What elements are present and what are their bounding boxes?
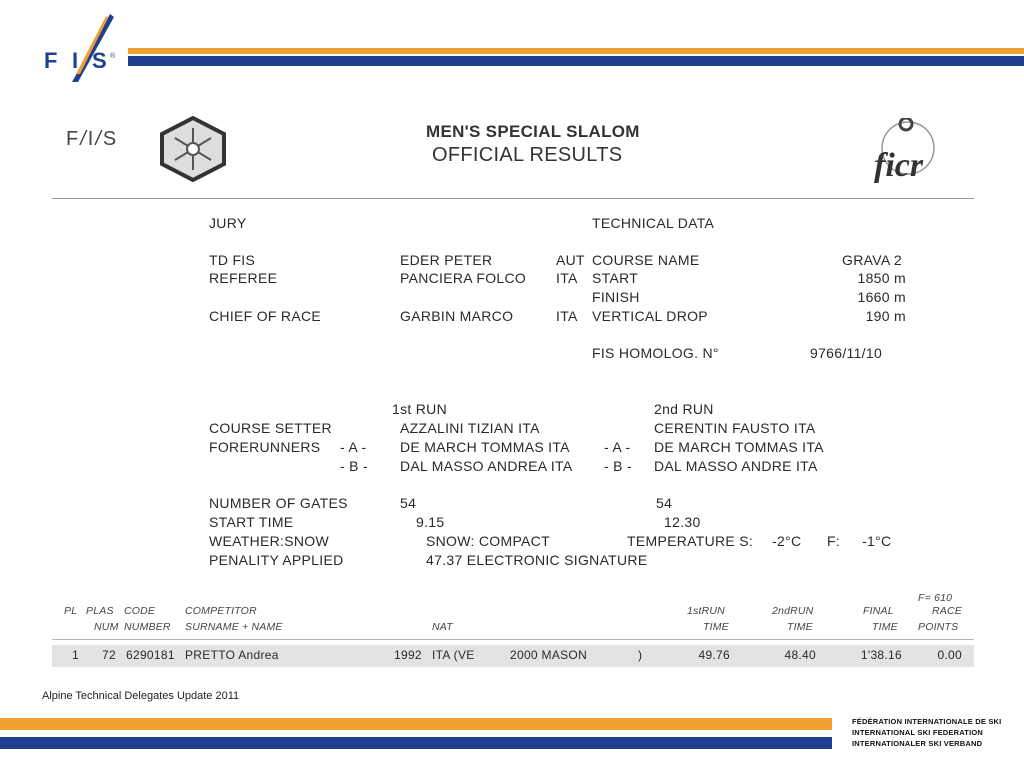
result-run2-time: 48.40 (784, 648, 816, 662)
federation-name-en: INTERNATIONAL SKI FEDERATION (852, 728, 984, 737)
col-header-run1: 1stRUN (687, 605, 725, 617)
result-club: 2000 MASON (510, 648, 588, 662)
forerunner-a-marker-run1: - A - (340, 439, 367, 455)
logo-letter-i: I (72, 48, 79, 73)
col-header-num: NUM (94, 621, 119, 633)
col-header-pl: PL (64, 605, 78, 617)
result-pl: 1 (72, 648, 79, 662)
technical-data-heading: TECHNICAL DATA (592, 215, 715, 231)
jury-role-td: TD FIS (209, 252, 256, 268)
tech-label-start: START (592, 270, 639, 286)
ficr-logo (870, 118, 966, 188)
jury-role-chief: CHIEF OF RACE (209, 308, 322, 324)
doc-fis-logo: F/I/S (66, 128, 119, 150)
col-header-run1-time: TIME (703, 621, 729, 633)
jury-nat-referee: ITA (556, 270, 578, 286)
jury-nat-td: AUT (556, 252, 585, 268)
footer-caption: Alpine Technical Delegates Update 2011 (42, 690, 240, 702)
ficr-logo-text: ficr (874, 147, 924, 184)
jury-heading: JURY (209, 215, 247, 231)
forerunner-a-run1: DE MARCH TOMMAS ITA (400, 439, 570, 455)
footer-blue-stripe (0, 737, 832, 749)
course-setter-run2: CERENTIN FAUSTO ITA (654, 420, 816, 436)
result-final-time: 1'38.16 (860, 648, 902, 662)
table-header-divider (52, 639, 974, 640)
tech-value-start: 1850 m (857, 270, 906, 286)
doc-logo-letter-i: I (87, 128, 96, 150)
result-num: 72 (102, 648, 116, 662)
result-run1-time: 49.76 (698, 648, 730, 662)
col-header-run2: 2ndRUN (772, 605, 814, 617)
col-header-code: CODE (124, 605, 156, 617)
logo-letter-f: F (44, 48, 58, 73)
weather-label: WEATHER:SNOW (209, 533, 330, 549)
header-divider (52, 198, 974, 199)
gates-label: NUMBER OF GATES (209, 495, 348, 511)
col-header-number: NUMBER (124, 621, 171, 633)
forerunner-b-run1: DAL MASSO ANDREA ITA (400, 458, 573, 474)
penalty-label: PENALITY APPLIED (209, 552, 344, 568)
col-header-competitor: COMPETITOR (185, 605, 257, 617)
footer-orange-stripe (0, 718, 832, 730)
col-header-final: FINAL (863, 605, 894, 617)
jury-name-chief: GARBIN MARCO (400, 308, 514, 324)
tech-label-vertical-drop: VERTICAL DROP (592, 308, 708, 324)
homolog-value: 9766/11/10 (810, 345, 883, 361)
forerunner-a-run2: DE MARCH TOMMAS ITA (654, 439, 824, 455)
logo-letter-s: S (92, 48, 107, 73)
jury-name-referee: PANCIERA FOLCO (400, 270, 527, 286)
tech-value-finish: 1660 m (857, 289, 906, 305)
doc-logo-letter-f: F (66, 128, 81, 150)
jury-nat-chief: ITA (556, 308, 578, 324)
col-header-run2-time: TIME (787, 621, 813, 633)
header-blue-stripe (128, 56, 1024, 66)
fis-logo (42, 8, 122, 88)
tech-value-course-name: GRAVA 2 (842, 252, 902, 268)
forerunner-a-marker-run2: - A - (604, 439, 631, 455)
jury-name-td: EDER PETER (400, 252, 493, 268)
gates-run1: 54 (400, 495, 417, 511)
jury-role-referee: REFEREE (209, 270, 278, 286)
document-subtitle: OFFICIAL RESULTS (432, 144, 623, 166)
tech-label-finish: FINISH (592, 289, 640, 305)
result-club-close: ) (638, 648, 643, 662)
second-run-heading: 2nd RUN (654, 401, 714, 417)
start-time-label: START TIME (209, 514, 294, 530)
temperature-finish-label: F: (827, 533, 841, 549)
tech-label-course-name: COURSE NAME (592, 252, 700, 268)
forerunners-label: FORERUNNERS (209, 439, 321, 455)
start-time-run1: 9.15 (416, 514, 445, 530)
start-time-run2: 12.30 (664, 514, 701, 530)
col-header-nat: NAT (432, 621, 453, 633)
forerunner-b-run2: DAL MASSO ANDRE ITA (654, 458, 818, 474)
course-setter-run1: AZZALINI TIZIAN ITA (400, 420, 540, 436)
federation-name-fr: FÉDÉRATION INTERNATIONALE DE SKI (852, 717, 1002, 726)
col-header-race: RACE (932, 605, 962, 617)
result-race-points: 0.00 (937, 648, 962, 662)
snowflake-emblem-icon (158, 116, 228, 187)
header-orange-stripe (128, 48, 1024, 54)
result-name: PRETTO Andrea (185, 648, 279, 662)
tech-value-vertical-drop: 190 m (865, 308, 906, 324)
temperature-label: TEMPERATURE S: (627, 533, 754, 549)
course-setter-label: COURSE SETTER (209, 420, 332, 436)
col-header-points: POINTS (918, 621, 959, 633)
col-header-surname-name: SURNAME + NAME (185, 621, 283, 633)
f-value: F= 610 (918, 592, 953, 604)
snow-condition: SNOW: COMPACT (426, 533, 550, 549)
forerunner-b-marker-run2: - B - (604, 458, 632, 474)
federation-name-de: INTERNATIONALER SKI VERBAND (852, 739, 983, 748)
temperature-start: -2°C (772, 533, 802, 549)
result-code: 6290181 (126, 648, 175, 662)
result-nat: ITA (VE (432, 648, 475, 662)
document-title: MEN'S SPECIAL SLALOM (426, 122, 640, 141)
homolog-label: FIS HOMOLOG. N° (592, 345, 719, 361)
result-year: 1992 (394, 648, 422, 662)
official-results-document (52, 98, 974, 668)
temperature-finish: -1°C (862, 533, 892, 549)
logo-registered-mark: ® (110, 53, 116, 60)
forerunner-b-marker-run1: - B - (340, 458, 368, 474)
penalty-value: 47.37 ELECTRONIC SIGNATURE (426, 552, 648, 568)
col-header-plas: PLAS (86, 605, 114, 617)
col-header-final-time: TIME (872, 621, 898, 633)
doc-logo-letter-s: S (102, 128, 119, 150)
first-run-heading: 1st RUN (392, 401, 447, 417)
gates-run2: 54 (656, 495, 673, 511)
